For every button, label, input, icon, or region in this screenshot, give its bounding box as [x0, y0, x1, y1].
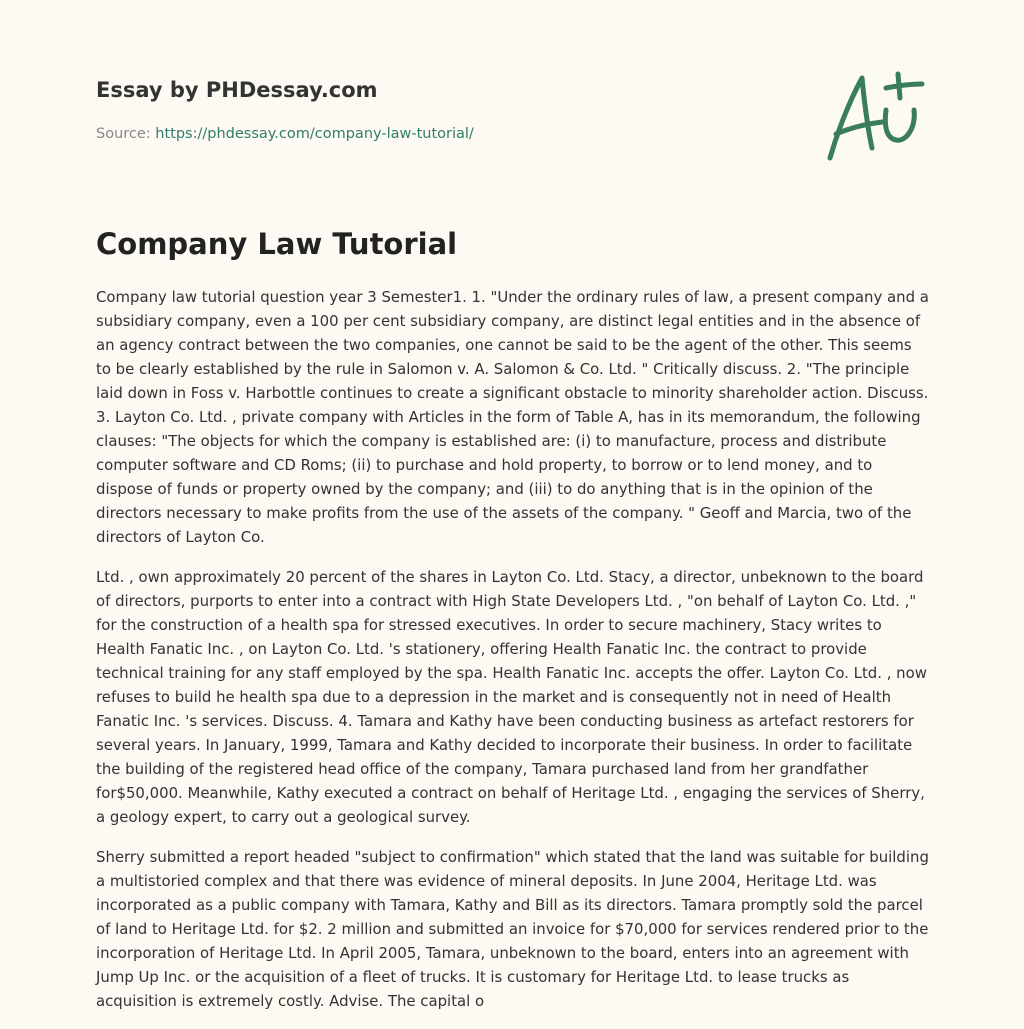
source-link[interactable]: https://phdessay.com/company-law-tutorial/ [155, 126, 474, 142]
source-line [96, 124, 796, 144]
site-brand: Essay by PHDessay.com [96, 78, 378, 102]
source-label: Source: [96, 126, 151, 142]
page-title: Company Law Tutorial [96, 227, 458, 261]
essay-paragraph: Company law tutorial question year 3 Semester1. 1. "Under the ordinary rules of law, a present company and a subsidiary company, even a 100 per cent subsidiary company, are distinct legal entities and in the absence of an agency contract between the two companies, one cannot be said to be the agent of the other. This seems to be clearly established by the rule in Salomon v. A. Salomon & Co. Ltd. " Critically discuss. 2. "The principle laid down in Foss v. Harbottle continues to create a significant obstacle to minority shareholder action. Discuss. 3. Layton Co. Ltd. , private company with Articles in the form of Table A, has in its memorandum, the following clauses: "The objects for which the company is established are: (i) to manufacture, process and distribute computer software and CD Roms; (ii) to purchase and hold property, to borrow or to lend money, and to dispose of funds or property owned by the company; and (iii) to do anything that is in the opinion of the directors necessary to make profits from the use of the assets of the company. " Geoff and Marcia, two of the directors of Layton Co. [96, 288, 929, 546]
essay-paragraph: Sherry submitted a report headed "subject to confirmation" which stated that the land was suitable for building a multistoried complex and that there was evidence of mineral deposits. In June 2004, Heritage Ltd. was incorporated as a public company with Tamara, Kathy and Bill as its directors. Tamara promptly sold the parcel of land to Heritage Ltd. for $2. 2 million and submitted an invoice for $70,000 for services rendered prior to the incorporation of Heritage Ltd. In April 2005, Tamara, unbeknown to the board, enters into an agreement with Jump Up Inc. or the acquisition of a fleet of trucks. It is customary for Heritage Ltd. to lease trucks as acquisition is extremely costly. Advise. The capital o [96, 848, 929, 1010]
essay-body [96, 285, 930, 1029]
essay-header [96, 76, 796, 144]
essay-paragraph: Ltd. , own approximately 20 percent of the shares in Layton Co. Ltd. Stacy, a director, unbeknown to the board of directors, purports to enter into a contract with High State Developers Ltd. , "on behalf of Layton Co. Ltd. ," for the construction of a health spa for stressed executives. In order to secure machinery, Stacy writes to Health Fanatic Inc. , on Layton Co. Ltd. 's stationery, offering Health Fanatic Inc. the contract to provide technical training for any staff employed by the spa. Health Fanatic Inc. accepts the offer. Layton Co. Ltd. , now refuses to build he health spa due to a depression in the market and is consequently not in need of Health Fanatic Inc. 's services. Discuss. 4. Tamara and Kathy have been conducting business as artefact restorers for several years. In January, 1999, Tamara and Kathy decided to incorporate their business. In order to facilitate the building of the registered head office of the company, Tamara purchased land from her grandfather for$50,000. Meanwhile, Kathy executed a contract on behalf of Heritage Ltd. , engaging the services of Sherry, a geology expert, to carry out a geological survey. [96, 568, 927, 826]
a-plus-logo-icon [820, 70, 926, 166]
